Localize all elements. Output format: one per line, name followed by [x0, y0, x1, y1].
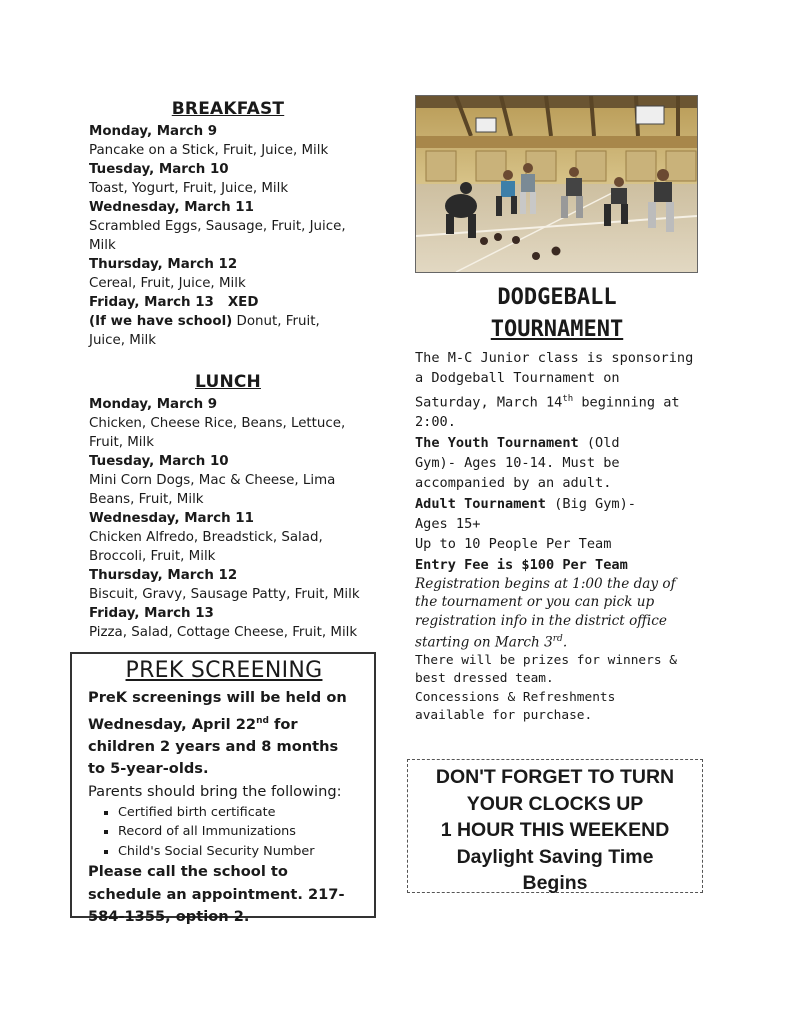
- prek-intro-text: PreK screenings will be held on Wednesday, April 22: [88, 689, 347, 733]
- adult-tournament: [415, 494, 675, 535]
- adult-tournament-text: (Big Gym)- Ages 15+: [415, 495, 636, 532]
- breakfast-items: Pancake on a Stick, Fruit, Juice, Milk: [89, 143, 329, 158]
- entry-fee: Entry Fee is $100 Per Team: [415, 556, 628, 573]
- clocks-line: Begins: [522, 872, 588, 894]
- lunch-day: Wednesday, March 11: [89, 511, 254, 526]
- prek-intro-sup: nd: [256, 715, 269, 726]
- dodgeball-photo: [415, 95, 698, 273]
- school-note: (If we have school): [89, 314, 233, 329]
- prizes-info: There will be prizes for winners & best dressed team.: [415, 652, 677, 687]
- lunch-items: Chicken Alfredo, Breadstick, Salad, Broccoli, Fruit, Milk: [89, 530, 323, 564]
- dodgeball-intro-text: The M-C Junior class is sponsoring a Dodgeball Tournament on Saturday, March 14: [415, 350, 694, 411]
- dodgeball-intro-sup: th: [562, 393, 574, 404]
- lunch-day: Tuesday, March 10: [89, 454, 229, 469]
- breakfast-items: Cereal, Fruit, Juice, Milk: [89, 276, 246, 291]
- registration-text: Registration begins at 1:00 the day of the tournament or you can pick up registration info in the district office starting on March 3: [415, 575, 676, 651]
- gym-scene-image: [416, 96, 697, 272]
- prek-intro-text-end: for children 2 years and 8 months to 5-year-olds.: [88, 715, 339, 778]
- dodgeball-intro-end: beginning at 2:00.: [415, 394, 680, 431]
- adult-tournament-label: Adult Tournament: [415, 495, 546, 512]
- dodgeball-title: [432, 282, 682, 346]
- dodgeball-title-line1: DODGEBALL: [497, 285, 617, 310]
- lunch-items: Mini Corn Dogs, Mac & Cheese, Lima Beans, Fruit, Milk: [89, 473, 336, 507]
- youth-tournament: [415, 433, 660, 494]
- lunch-day: Thursday, March 12: [89, 568, 238, 583]
- breakfast-day: Wednesday, March 11: [89, 200, 254, 215]
- registration-sup: rd: [552, 634, 563, 645]
- concessions-info: Concessions & Refreshments available for purchase.: [415, 689, 616, 723]
- prek-title: PREK SCREENING: [125, 658, 323, 683]
- breakfast-heading: BREAKFAST: [171, 99, 285, 119]
- registration-info: [415, 575, 700, 652]
- dodgeball-intro: [415, 348, 695, 433]
- list-item: ▪ Child's Social Security Number: [118, 842, 360, 862]
- breakfast-menu: [89, 122, 389, 350]
- breakfast-day: Friday, March 13 XED: [89, 295, 259, 310]
- dodgeball-title-line2: TOURNAMENT: [490, 317, 624, 342]
- lunch-items: Pizza, Salad, Cottage Cheese, Fruit, Milk: [89, 625, 358, 640]
- breakfast-day: Thursday, March 12: [89, 257, 238, 272]
- clocks-line: YOUR CLOCKS UP: [466, 792, 644, 815]
- lunch-menu: [89, 395, 389, 642]
- prek-call: Please call the school to schedule an appointment. 217-584-1355, option 2.: [88, 863, 345, 926]
- prek-parents: Parents should bring the following:: [88, 782, 342, 800]
- lunch-day: Friday, March 13: [89, 606, 214, 621]
- lunch-items: Chicken, Cheese Rice, Beans, Lettuce, Fruit, Milk: [89, 416, 346, 450]
- youth-tournament-text: (Old Gym)- Ages 10-14. Must be accompanied by an adult.: [415, 434, 620, 492]
- lunch-day: Monday, March 9: [89, 397, 218, 412]
- breakfast-day: Tuesday, March 10: [89, 162, 229, 177]
- clocks-line: DON'T FORGET TO TURN: [435, 766, 675, 788]
- prek-screening-box: [70, 652, 376, 926]
- clocks-line: 1 HOUR THIS WEEKEND: [440, 819, 670, 841]
- youth-tournament-label: The Youth Tournament: [415, 434, 579, 451]
- breakfast-items: Donut, Fruit, Juice, Milk: [89, 314, 320, 348]
- list-item: ▪ Certified birth certificate: [118, 803, 360, 823]
- lunch-items: Biscuit, Gravy, Sausage Patty, Fruit, Milk: [89, 587, 360, 602]
- list-item: ▪ Record of all Immunizations: [118, 822, 360, 842]
- prek-intro: [88, 687, 360, 781]
- registration-end: .: [562, 634, 568, 651]
- clocks-reminder-box: [407, 759, 703, 893]
- breakfast-items: Toast, Yogurt, Fruit, Juice, Milk: [89, 181, 289, 196]
- breakfast-day: Monday, March 9: [89, 124, 218, 139]
- breakfast-items: Scrambled Eggs, Sausage, Fruit, Juice, Milk: [89, 219, 346, 253]
- clocks-line: Daylight Saving Time: [456, 845, 654, 868]
- prek-list: [88, 803, 360, 862]
- lunch-heading: LUNCH: [195, 372, 261, 392]
- dodgeball-details: [415, 348, 715, 725]
- team-size: Up to 10 People Per Team: [415, 536, 612, 553]
- breakfast-friday-items: [89, 312, 354, 350]
